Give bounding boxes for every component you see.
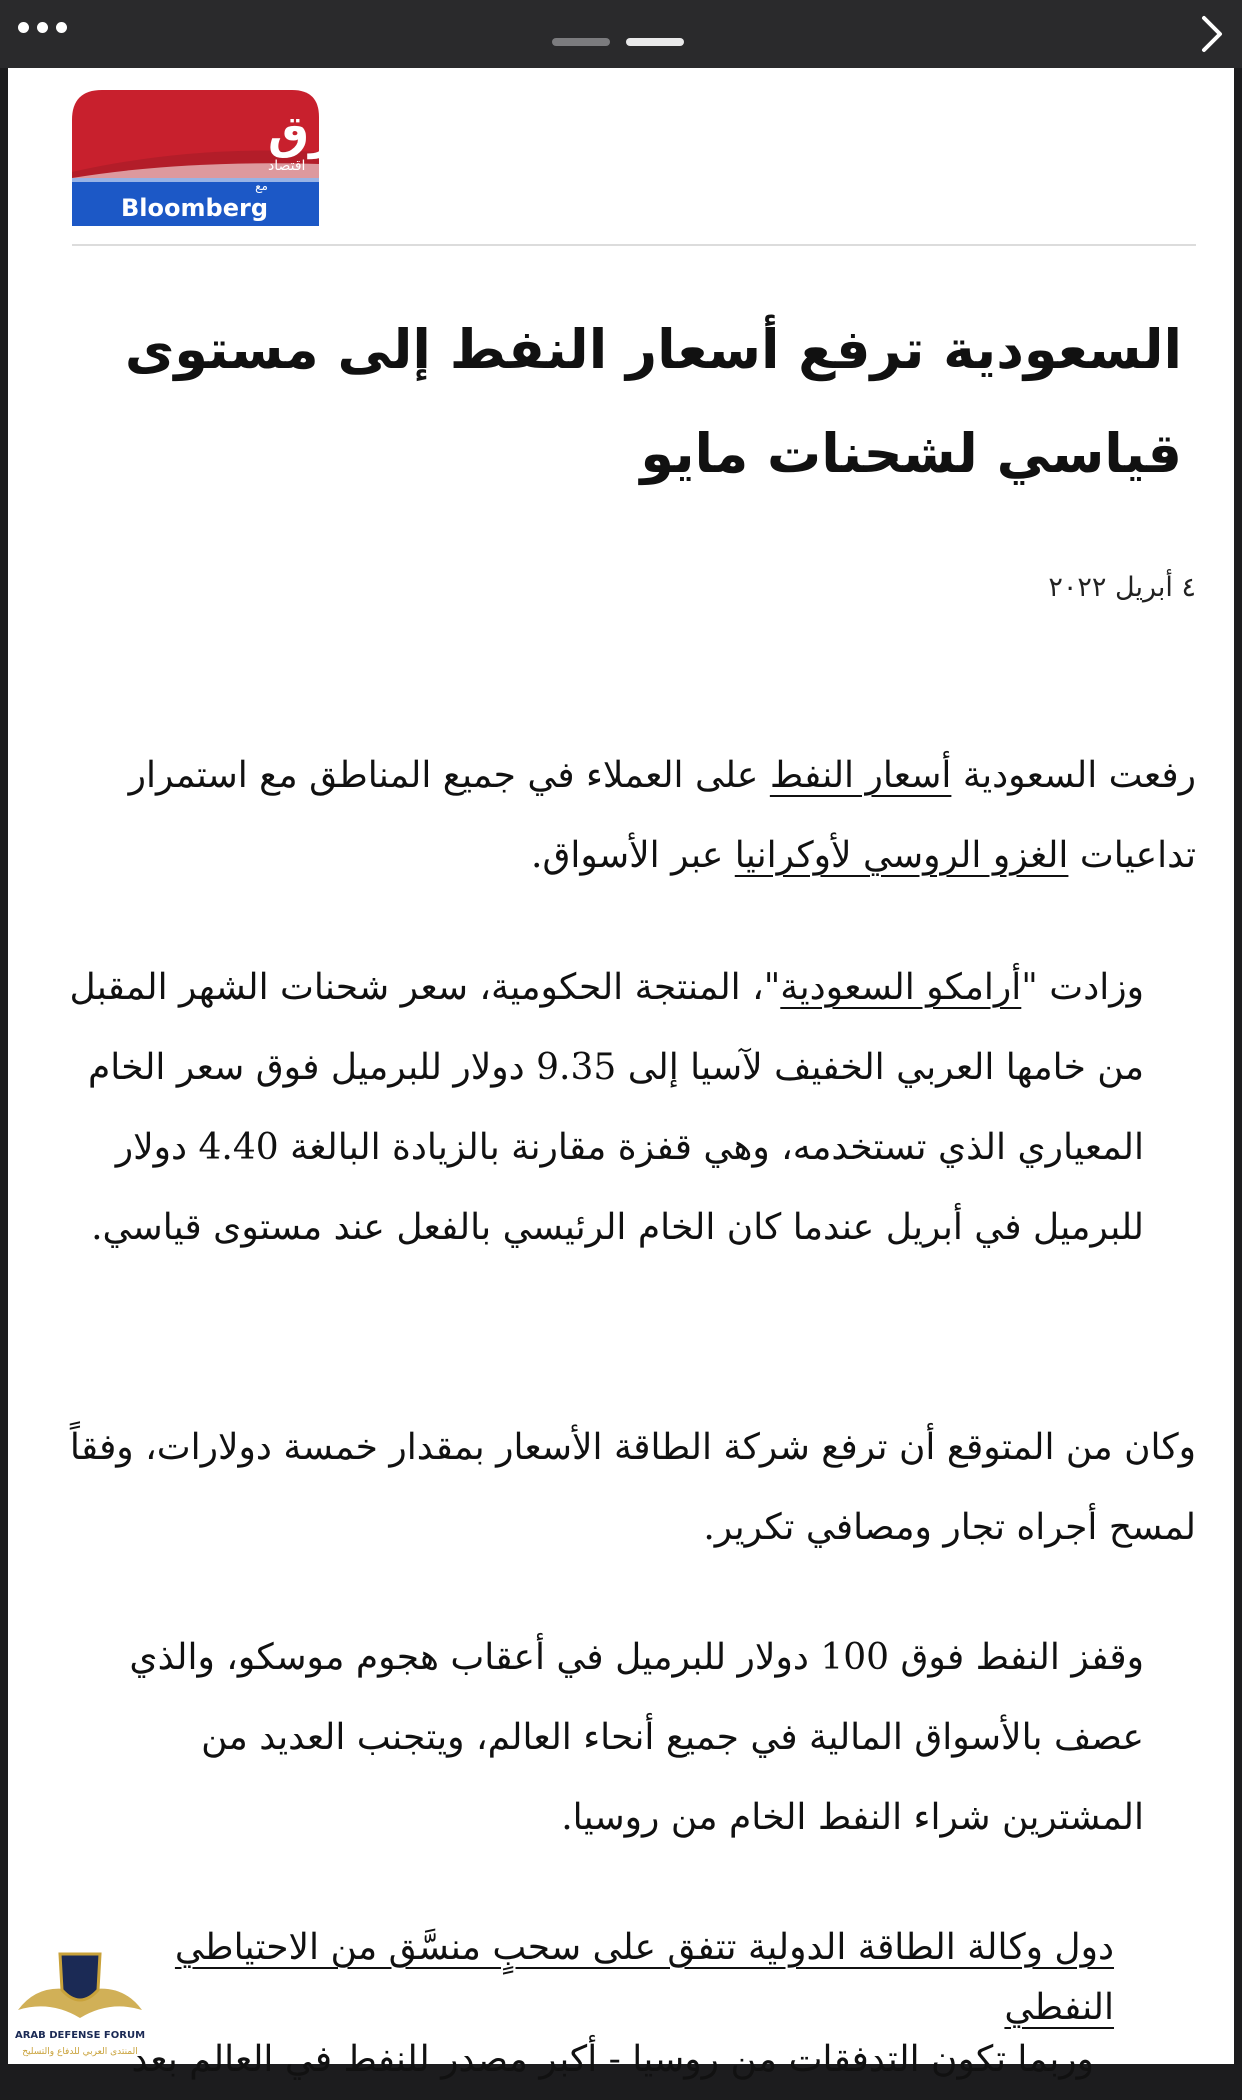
paragraph-3: وكان من المتوقع أن ترفع شركة الطاقة الأسعار بمقدار خمسة دولارات، وفقاً لمسح أجراه تجار ومصافي تكرير. [69,1427,1196,1548]
header-divider [72,244,1196,246]
page-indicator [552,38,684,46]
svg-text:اقتصاد: اقتصاد [268,158,306,174]
link-oil-prices[interactable]: أسعار النفط [769,755,952,796]
article-headline: السعودية ترفع أسعار النفط إلى مستوى قياسي لشحنات مايو [124,318,1182,485]
page-dot-2[interactable] [626,38,684,46]
svg-text:الشرق: الشرق [268,105,418,159]
watermark-label: ARAB DEFENSE FORUM [14,2030,146,2041]
text: على العملاء في جميع المناطق مع استمرار تداعيات [128,755,1196,876]
link-russian-invasion[interactable]: الغزو الروسي لأوكرانيا [734,835,1069,876]
chevron-right-icon[interactable] [1196,14,1228,54]
paragraph-5: وربما تكون التدفقات من روسيا - أكبر مصدر للنفط في العالم بعد [131,2039,1094,2080]
related-article-link[interactable]: دول وكالة الطاقة الدولية تتفق على سحبٍ منسَّق من الاحتياطي النفطي [174,1927,1114,2028]
svg-text:Bloomberg: Bloomberg [121,194,268,222]
text: عبر الأسواق. [531,835,735,876]
svg-text:مع: مع [255,179,268,193]
text: وزادت " [1021,967,1144,1008]
asharq-bloomberg-logo[interactable] [72,90,418,226]
arab-defense-forum-watermark [0,1940,160,2064]
paragraph-1 [66,736,1196,896]
paragraph-4: وقفز النفط فوق 100 دولار للبرميل في أعقاب هجوم موسكو، والذي عصف بالأسواق المالية في جميع أنحاء العالم، ويتجنب العديد من المشترين شراء النفط الخام من روسيا. [129,1637,1144,1838]
ellipsis-icon[interactable] [18,22,67,33]
top-bar [0,0,1242,68]
paragraph-2 [66,948,1144,1268]
article-date: ٤ أبريل ٢٠٢٢ [1048,572,1196,603]
text: رفعت السعودية [951,755,1196,796]
page-dot-1[interactable] [552,38,610,46]
watermark-arabic: المنتدى العربي للدفاع والتسليح [22,2047,138,2057]
link-saudi-aramco[interactable]: أرامكو السعودية [780,967,1022,1008]
text: "، المنتجة الحكومية، سعر شحنات الشهر المقبل من خامها العربي الخفيف لآسيا إلى 9.35 دولار للبرميل فوق سعر الخام المعياري الذي تستخدمه، وهي قفزة مقارنة بالزيادة البالغة 4.40 دولار للبرميل في أبريل عندما كان الخام الرئيسي بالفعل عند مستوى قياسي. [69,967,1144,1248]
article-page [8,68,1234,2080]
